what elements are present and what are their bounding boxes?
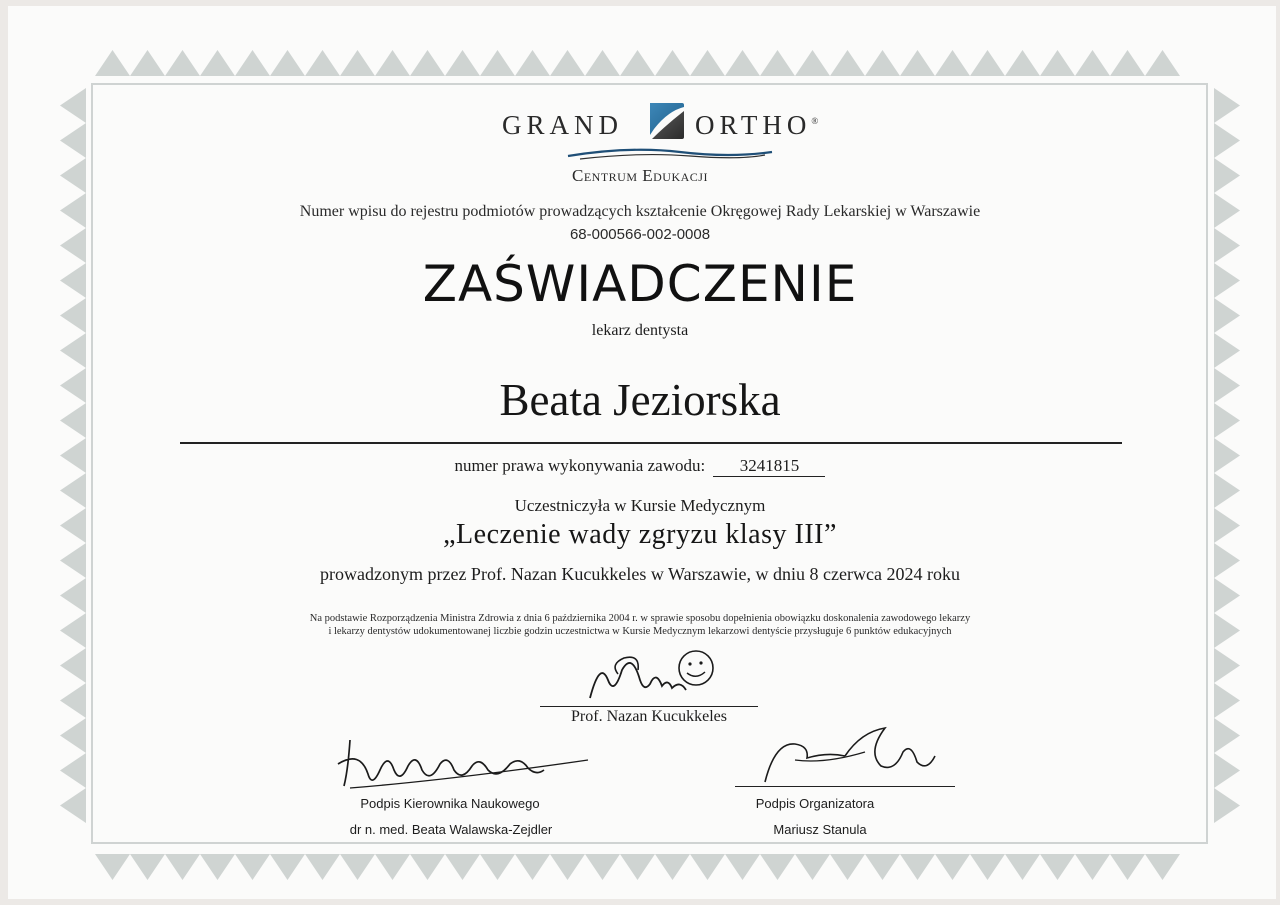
lecturer-signature-line — [540, 706, 758, 707]
certificate-title: ZAŚWIADCZENIE — [422, 255, 858, 313]
border-triangle — [550, 854, 585, 880]
participation-text: Uczestniczyła w Kursie Medycznym — [514, 496, 766, 515]
license-row — [0, 456, 1280, 477]
border-triangle — [655, 854, 690, 880]
border-triangle — [970, 50, 1005, 76]
border-triangle — [445, 854, 480, 880]
border-triangle — [480, 50, 515, 76]
border-triangle — [340, 50, 375, 76]
border-triangle — [60, 718, 86, 753]
lecturer-signature — [580, 640, 730, 710]
registry-text: Numer wpisu do rejestru podmiotów prowadzących kształcenie Okręgowej Rady Lekarskiej w Warszawie — [299, 203, 981, 220]
profession: lekarz dentysta — [591, 322, 689, 339]
logo-subtitle: Centrum Edukacji — [572, 166, 708, 185]
border-triangle — [1145, 50, 1180, 76]
border-triangle — [410, 854, 445, 880]
border-triangle — [130, 854, 165, 880]
border-triangle — [270, 854, 305, 880]
border-triangle — [1214, 788, 1240, 823]
border-triangle — [375, 854, 410, 880]
border-triangle — [60, 648, 86, 683]
border-triangle — [620, 854, 655, 880]
license-label: numer prawa wykonywania zawodu: — [454, 456, 706, 475]
scientific-head-signature — [330, 730, 600, 800]
border-triangle — [865, 50, 900, 76]
border-triangle — [760, 854, 795, 880]
scientific-head-label: Podpis Kierownika Naukowego — [360, 796, 540, 811]
border-triangle — [865, 854, 900, 880]
legal-basis — [0, 612, 1280, 638]
border-triangle — [970, 854, 1005, 880]
border-triangle — [200, 854, 235, 880]
border-triangle — [235, 50, 270, 76]
border-triangle — [515, 50, 550, 76]
border-triangle — [305, 50, 340, 76]
border-triangle — [725, 50, 760, 76]
conducted-by-text: prowadzonym przez Prof. Nazan Kucukkeles w Warszawie, w dniu 8 czerwca 2024 roku — [320, 564, 960, 584]
border-triangle — [445, 50, 480, 76]
border-triangle — [935, 854, 970, 880]
border-triangle — [130, 50, 165, 76]
grand-ortho-logo-icon — [644, 101, 688, 141]
border-triangle — [60, 683, 86, 718]
border-triangle — [60, 88, 86, 123]
border-triangle — [795, 854, 830, 880]
border-triangle — [1005, 854, 1040, 880]
logo-word-ortho: ORTHO® — [695, 110, 819, 140]
border-triangle — [235, 854, 270, 880]
border-triangle — [1040, 854, 1075, 880]
border-triangle — [1214, 123, 1240, 158]
lecturer-name: Prof. Nazan Kucukkeles — [571, 708, 727, 725]
border-triangle — [515, 854, 550, 880]
organizer-signature — [735, 722, 965, 792]
border-triangle — [1214, 683, 1240, 718]
border-triangle — [1145, 854, 1180, 880]
border-triangle — [830, 854, 865, 880]
border-triangle — [795, 50, 830, 76]
border-triangle — [270, 50, 305, 76]
border-triangle — [585, 50, 620, 76]
border-triangle — [95, 854, 130, 880]
organizer-signature-line — [735, 786, 955, 787]
border-triangle — [935, 50, 970, 76]
border-triangle — [900, 50, 935, 76]
border-triangle — [375, 50, 410, 76]
course-title: „Leczenie wady zgryzu klasy III” — [443, 519, 837, 550]
border-triangle — [1040, 50, 1075, 76]
recipient-name: Beata Jeziorska — [499, 375, 781, 425]
border-triangle — [585, 854, 620, 880]
border-triangle — [830, 50, 865, 76]
legal-line-2: i lekarzy dentystów udokumentowanej liczbie godzin uczestnictwa w Kursie Medycznym lekarzowi dentyście przysługuje 6 punktów edukacyjnych — [328, 626, 952, 637]
license-number: 3241815 — [713, 456, 825, 477]
border-triangle — [480, 854, 515, 880]
border-triangle — [305, 854, 340, 880]
logo-wave-icon — [560, 144, 780, 164]
logo-word-grand: GRAND — [502, 110, 624, 140]
border-triangle — [1214, 648, 1240, 683]
registered-mark: ® — [811, 116, 819, 126]
border-triangle — [60, 753, 86, 788]
border-triangle — [60, 788, 86, 823]
border-triangle — [620, 50, 655, 76]
border-triangle — [1110, 854, 1145, 880]
border-triangle — [760, 50, 795, 76]
border-triangle — [655, 50, 690, 76]
border-triangle — [340, 854, 375, 880]
border-triangle — [95, 50, 130, 76]
border-triangle — [690, 854, 725, 880]
registry-number: 68-000566-002-0008 — [569, 226, 711, 243]
border-triangle — [1110, 50, 1145, 76]
border-triangle — [1005, 50, 1040, 76]
border-triangle — [550, 50, 585, 76]
border-triangle — [60, 123, 86, 158]
border-triangle — [1075, 50, 1110, 76]
border-triangle — [165, 50, 200, 76]
border-triangle — [165, 854, 200, 880]
border-triangle — [900, 854, 935, 880]
border-triangle — [1075, 854, 1110, 880]
organizer-label: Podpis Organizatora — [755, 796, 875, 811]
scientific-head-name: dr n. med. Beata Walawska-Zejdler — [349, 822, 553, 837]
border-triangle — [200, 50, 235, 76]
border-triangle — [1214, 88, 1240, 123]
border-triangle — [690, 50, 725, 76]
legal-line-1: Na podstawie Rozporządzenia Ministra Zdrowia z dnia 6 października 2004 r. w sprawie sposobu dopełnienia obowiązku doskonalenia zawodowego lekarzy — [309, 613, 971, 624]
border-triangle — [410, 50, 445, 76]
recipient-name-underline — [180, 442, 1122, 444]
border-triangle — [725, 854, 760, 880]
organizer-name: Mariusz Stanula — [773, 822, 867, 837]
border-triangle — [1214, 718, 1240, 753]
border-triangle — [1214, 753, 1240, 788]
